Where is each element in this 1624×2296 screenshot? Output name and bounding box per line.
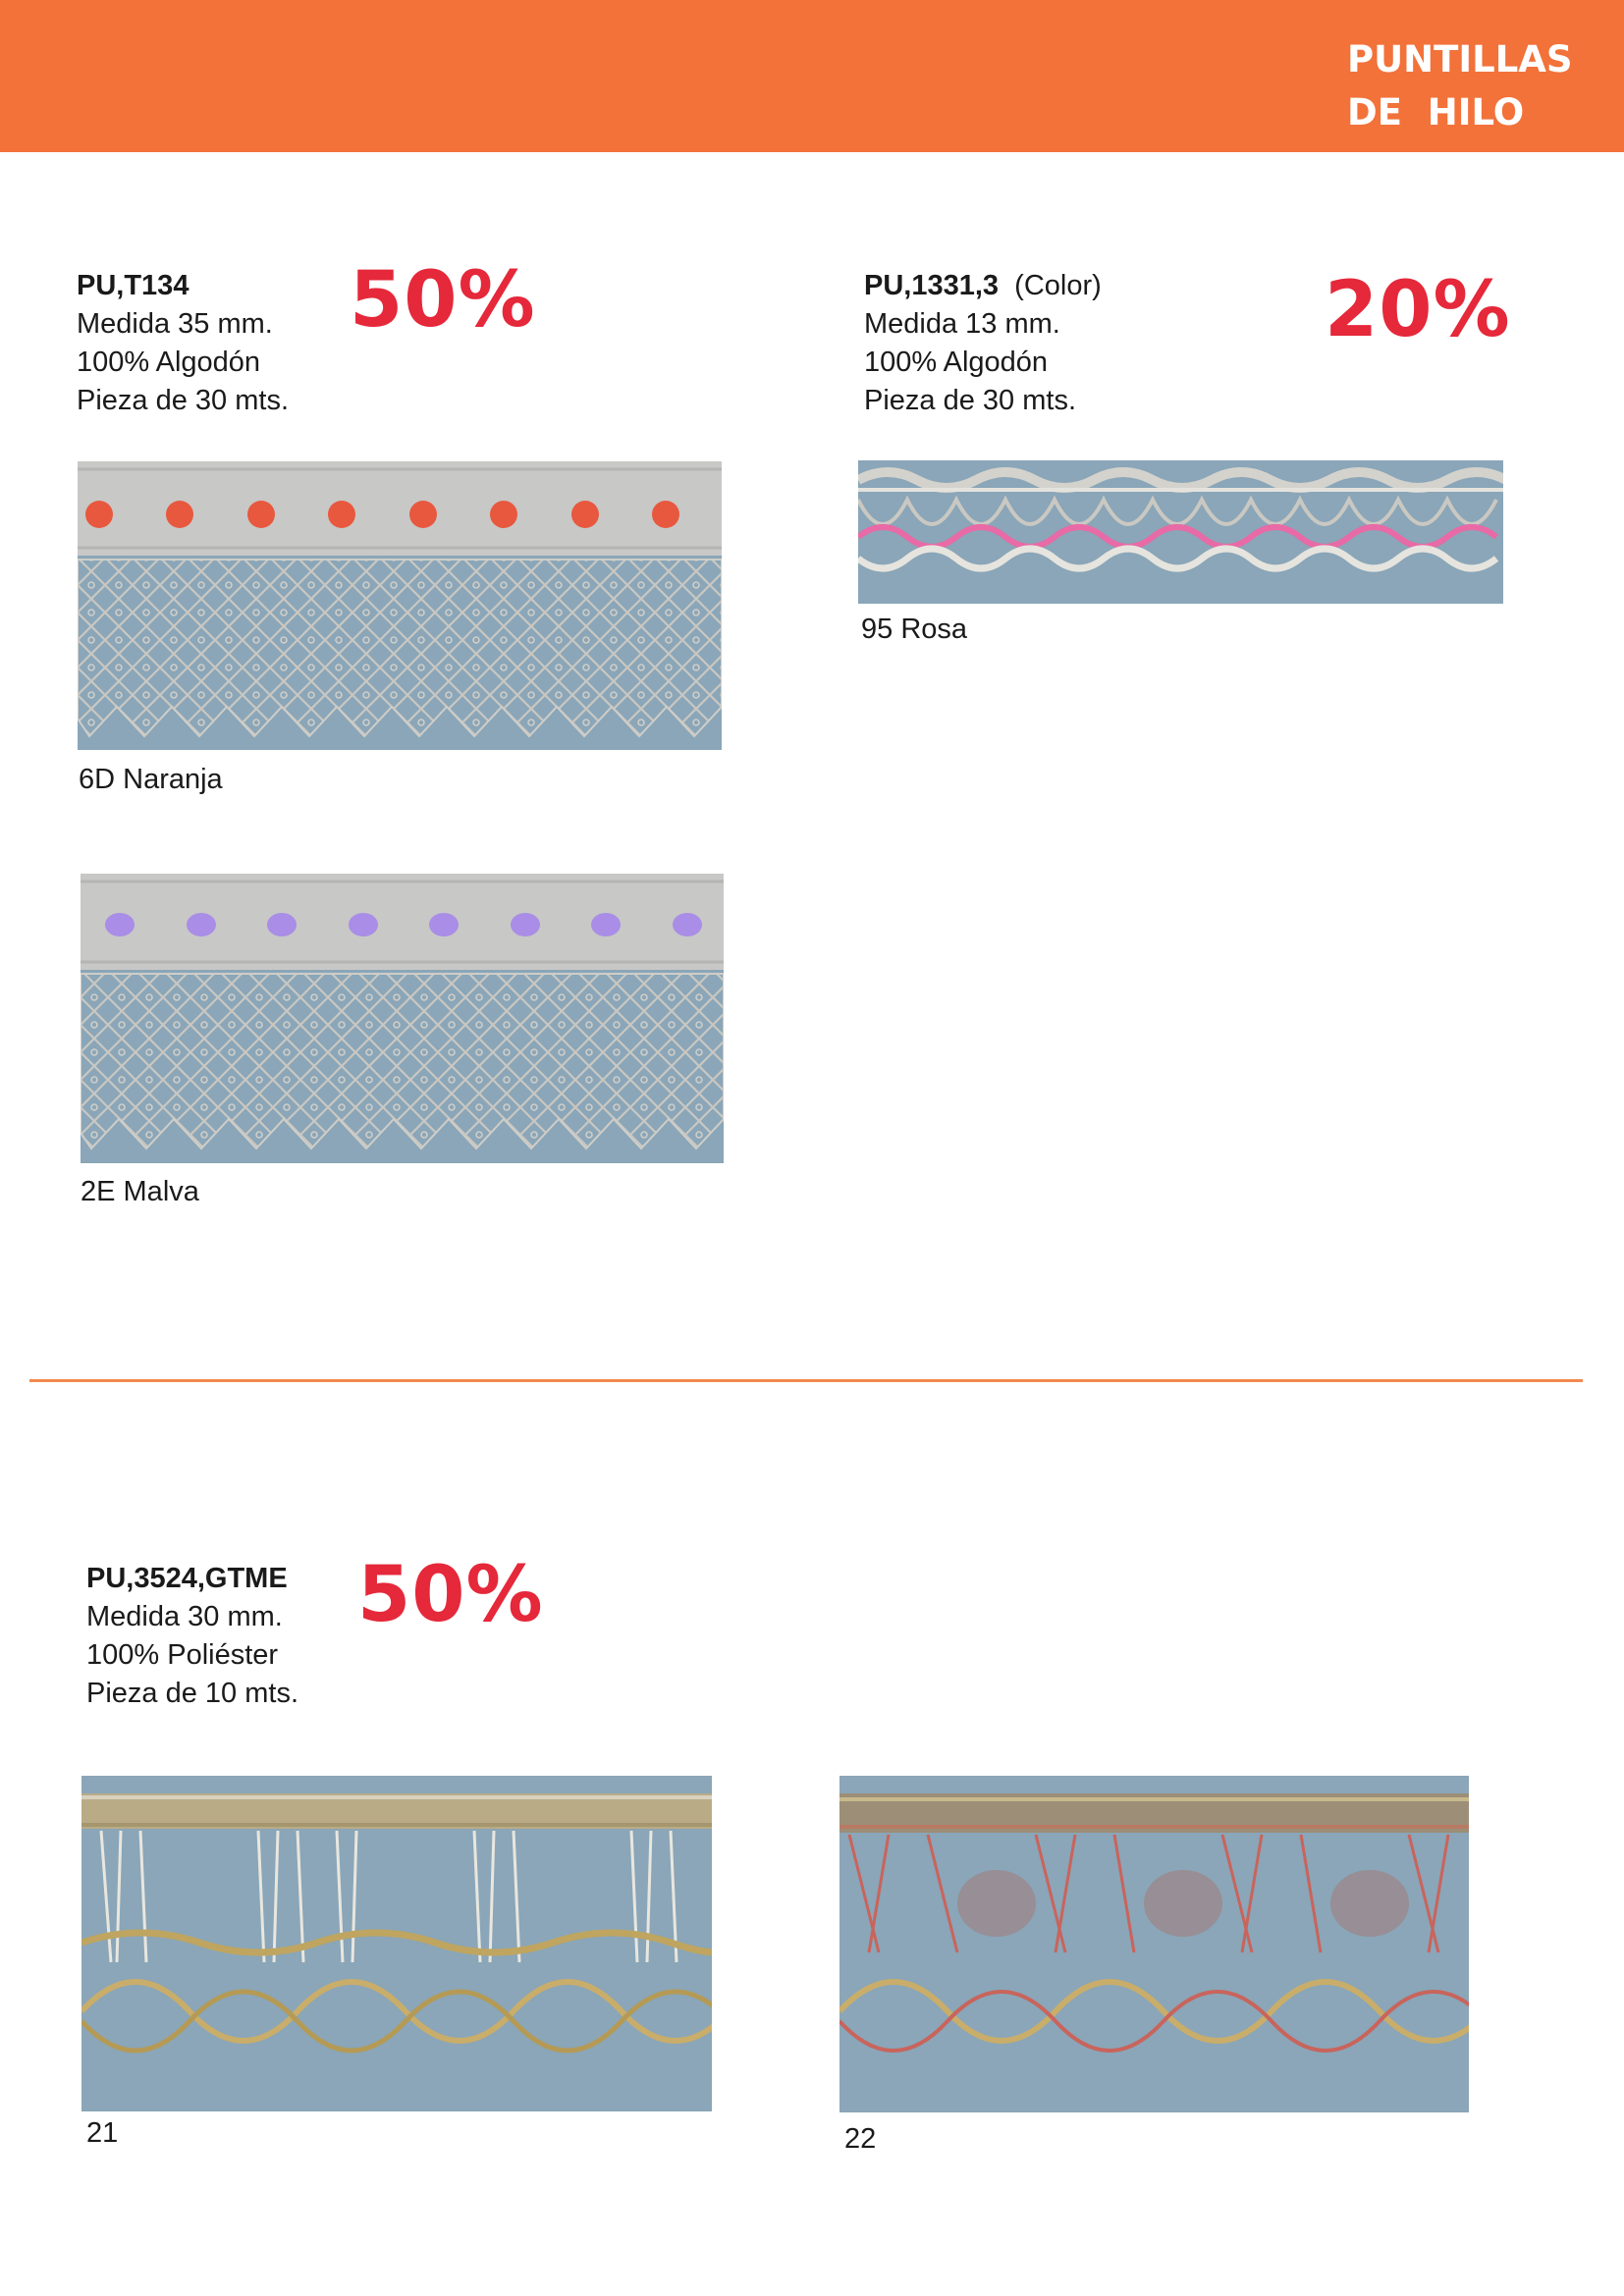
page-title-line1: PUNTILLAS (1347, 38, 1573, 80)
page-title-line2: DE HILO (1347, 91, 1525, 133)
swatch-label: 22 (844, 2123, 877, 2155)
swatch-label: 21 (86, 2117, 119, 2149)
product-material: 100% Algodón (864, 347, 1049, 378)
swatch-image-95-rosa (858, 460, 1503, 604)
product-code-note: (Color) (1014, 270, 1102, 301)
swatch-image-22 (839, 1776, 1469, 2112)
product-piece: Pieza de 30 mts. (77, 385, 289, 416)
swatch-label: 95 Rosa (861, 614, 968, 645)
product-info-pu-3524-gtme (86, 1560, 298, 1713)
swatch-image-6d-naranja (78, 461, 722, 750)
discount-badge: 20% (1325, 266, 1511, 354)
product-info-pu-t134 (77, 267, 289, 420)
discount-badge: 50% (357, 1551, 544, 1639)
swatch-image-21 (81, 1776, 712, 2111)
section-divider (29, 1379, 1583, 1382)
swatch-image-2e-malva (81, 874, 724, 1163)
product-info-pu-1331-3 (864, 267, 1102, 420)
product-code: PU,3524,GTME (86, 1563, 288, 1594)
product-material: 100% Algodón (77, 347, 261, 378)
product-code: PU,T134 (77, 270, 189, 301)
page-title (1347, 33, 1573, 139)
product-size: Medida 35 mm. (77, 308, 273, 340)
product-piece: Pieza de 10 mts. (86, 1678, 298, 1709)
product-size: Medida 13 mm. (864, 308, 1060, 340)
product-piece: Pieza de 30 mts. (864, 385, 1076, 416)
swatch-label: 6D Naranja (79, 764, 223, 795)
swatch-label: 2E Malva (81, 1176, 199, 1207)
product-size: Medida 30 mm. (86, 1601, 283, 1632)
product-code: PU,1331,3 (864, 270, 1000, 301)
product-material: 100% Poliéster (86, 1639, 279, 1671)
discount-badge: 50% (350, 256, 536, 345)
